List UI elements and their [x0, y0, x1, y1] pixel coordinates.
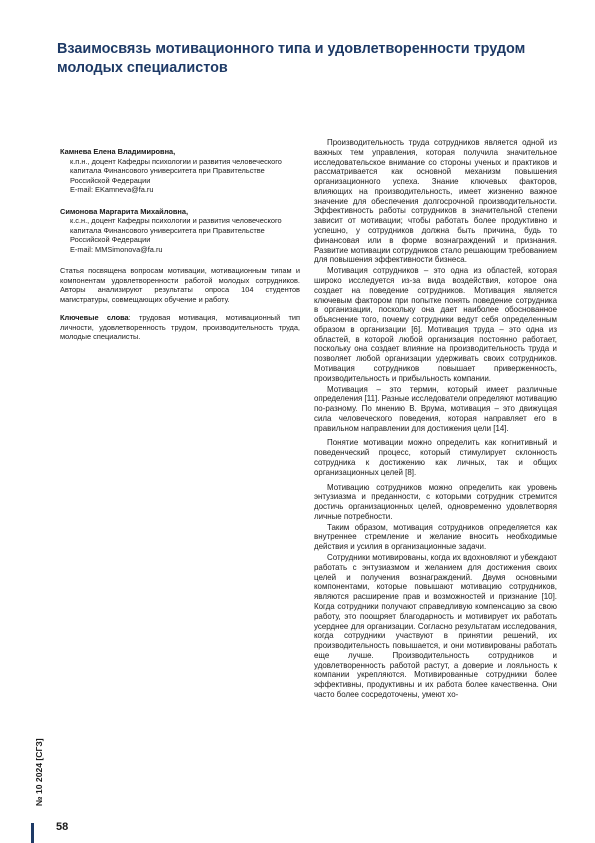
abstract: Статья посвящена вопросам мотивации, мотивационным типам и компонентам удовлетворенности работой молодых сотрудников. Авторы анализируют результаты опроса 104 студентов магистратуры, совмещающих обучение и работу. — [60, 266, 300, 304]
article-title: Взаимосвязь мотивационного типа и удовлетворенности трудом молодых специалистов — [57, 41, 526, 76]
keywords-label: Ключевые слова — [60, 313, 129, 322]
author-name-2: Симонова Маргарита Михайловна, — [60, 206, 189, 216]
body-paragraph: Таким образом, мотивация сотрудников определяется как внутреннее стремление и желание вносить необходимые действия и усилия в организационные задачи. — [314, 522, 557, 552]
body-paragraph: Мотивация – это термин, который имеет различные определения [11]. Разные исследователи определяют мотивацию по-разному. По мнению В. Врума, мотивация – это движущая сила человеческого поведения, которая направляет его в правильном направлении для достижения цели [14]. — [314, 384, 557, 433]
body-column — [314, 138, 557, 701]
author-email-1: E-mail: EKamneva@fa.ru — [70, 185, 154, 194]
author-affiliation-line: к.с.н., доцент Кафедры психологии и развития человеческого — [70, 216, 282, 225]
author-affiliation-line: к.п.н., доцент Кафедры психологии и развития человеческого — [70, 156, 282, 166]
author-affiliation-line: капитала Финансового университета при Правительстве — [70, 166, 265, 175]
keywords-text: : трудовая мотивация, мотивационный тип личности, удовлетворенность трудом, производительность труда, молодые специалисты. — [60, 313, 300, 341]
author-email-2: E-mail: MMSimonova@fa.ru — [70, 244, 163, 254]
author-block-2 — [60, 207, 300, 255]
author-affiliation-line: Российской Федерации — [70, 235, 151, 244]
author-affiliation-line: капитала Финансового университета при Правительстве — [70, 225, 265, 235]
body-paragraph: Сотрудники мотивированы, когда их вдохновляют и убеждают работать с энтузиазмом и желанием для достижения своих целей и получения вознаграждений. Двумя основными компонентами, которые повышают мотивацию сотрудников, являются расширение прав и возможностей и признание [10]. Когда сотрудники получают справедливую компенсацию за свою работу, это поощряет благодарность и мотивирует их работать усерднее для организации. Согласно результатам исследования, когда сотрудники участвуют в принятии решений, их производительность повышается, и они мотивированы работать еще лучше. Производительность сотрудников и удовлетворенность работой растут, а доверие и лояльность к компании укрепляются. Мотивированные сотрудники более эффективны, продуктивны и их работа более качественна. Они часто более сосредоточены, умеют хо- — [314, 553, 557, 699]
author-name-1: Камнева Елена Владимировна, — [60, 147, 176, 156]
body-paragraph: Понятие мотивации можно определить как когнитивный и поведенческий процесс, который стимулирует склонность сотрудника к достижению как личных, так и общих организационных целей [8]. — [314, 438, 557, 477]
author-affiliation-line: Российской Федерации — [70, 175, 151, 185]
body-paragraph: Мотивация сотрудников – это одна из областей, которая широко исследуется из-за вида воздействия, которое она создает на поведение сотрудников. Мотивация является ключевым фактором при попытке понять поведение сотрудника в организации, поскольку она дает наиболее обоснованное объяснение того, почему сотрудники ведут себя определенным образом в организации [6]. Мотивация труда – это одна из областей, в которой любой организация постоянно работает, поскольку она создает влияние на производительность труда и позволяет любой организации удерживать своих сотрудников. Мотивация сотрудников повышает приверженность, производительность и прибыльность компании. — [314, 266, 557, 383]
journal-issue-label: № 10 2024 [СГЗ] — [34, 738, 44, 806]
keywords — [60, 313, 300, 342]
page-marker-bar — [31, 823, 34, 843]
author-block-1 — [60, 147, 300, 195]
body-paragraph: Производительность труда сотрудников является одной из важных тем управления, которая получила значительное исследовательское внимание со стороны ученых и практиков и рассматривается как основной механизм повышения организационного успеха. Знание ключевых факторов, влияющих на производительность, имеет жизненно важное значение для обеспечения долгосрочной производительности. Эффективность работы сотрудников в значительной степени зависит от мотивации; чтобы работать более продуктивно и успешно, у сотрудников должна быть причина, будь то финансовая или в форме вознаграждений и признания. Развитие мотивации сотрудников стало решающим требованием для повышения эффективности бизнеса. — [314, 138, 557, 265]
page-number: 58 — [56, 821, 69, 833]
author-column — [60, 147, 300, 342]
body-paragraph: Мотивацию сотрудников можно определить как уровень энтузиазма и преданности, с которыми сотрудник стремится достичь организационных целей, одновременно удовлетворяя личные потребности. — [314, 482, 557, 521]
